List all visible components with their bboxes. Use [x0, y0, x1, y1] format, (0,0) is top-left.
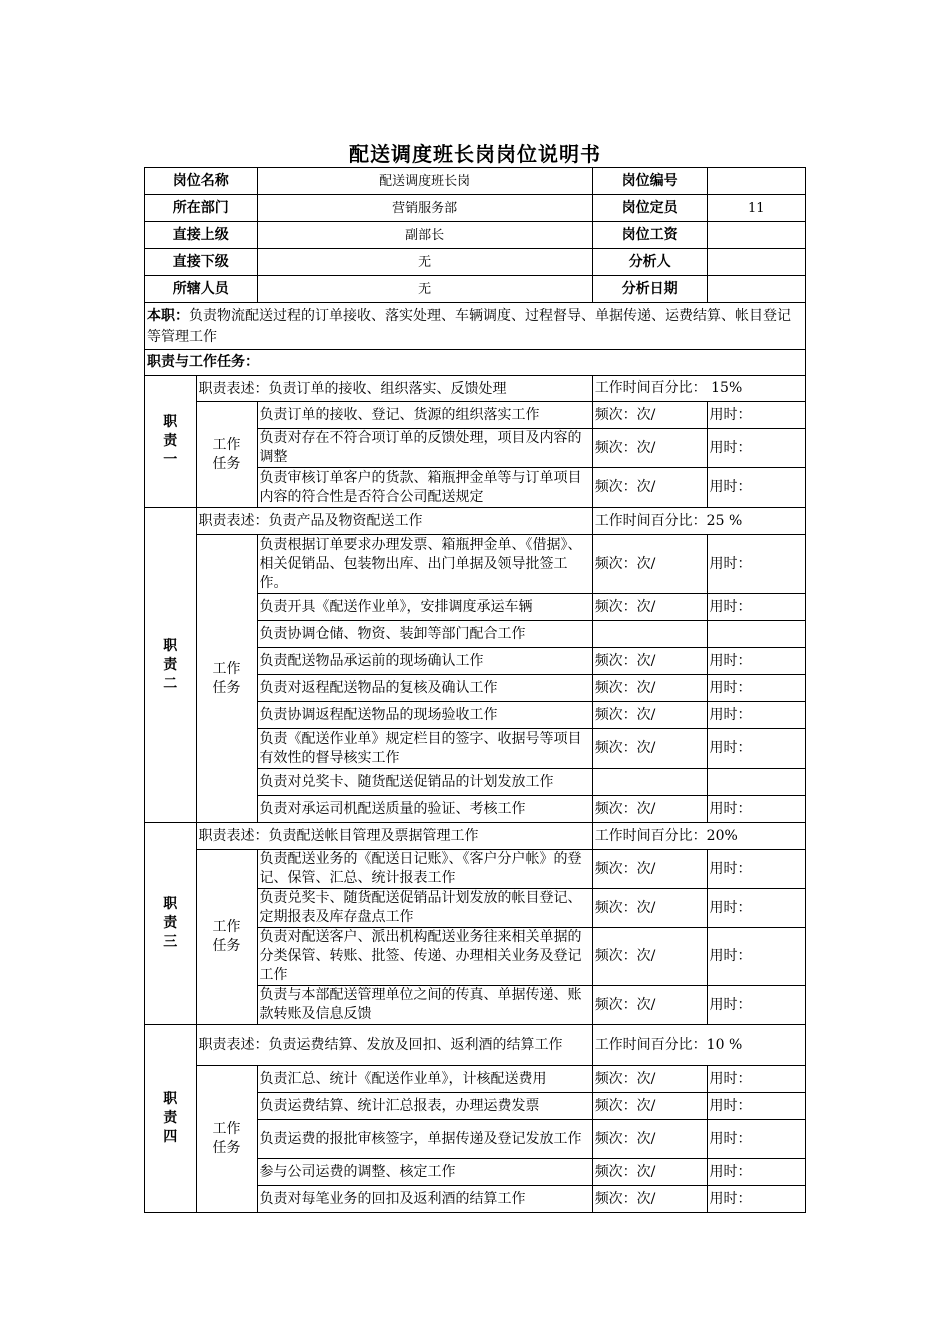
field-label: 分析日期 [592, 276, 707, 303]
task-time: 用时： [707, 402, 805, 429]
field-value: 配送调度班长岗 [257, 168, 592, 195]
duty-statement-row [145, 376, 806, 402]
header-row [145, 168, 806, 195]
task-label-line: 工作 [212, 660, 241, 677]
task-text: 负责对兑奖卡、随货配送促销品的计划发放工作 [257, 769, 592, 796]
task-row [145, 850, 806, 889]
duty-name-char: 责 [163, 656, 178, 673]
field-value: 无 [257, 249, 592, 276]
job-description-table [144, 167, 806, 1213]
task-text: 负责对存在不符合项订单的反馈处理，项目及内容的调整 [257, 429, 592, 468]
task-time: 用时： [707, 986, 805, 1025]
duty-statement-row [145, 823, 806, 850]
task-time: 用时： [707, 928, 805, 986]
task-row [145, 535, 806, 594]
field-label: 直接下级 [145, 249, 258, 276]
task-frequency [592, 621, 707, 648]
task-frequency: 频次：次/ [592, 850, 707, 889]
task-time: 用时： [707, 648, 805, 675]
task-text: 负责运费结算、统计汇总报表，办理运费发票 [257, 1093, 592, 1120]
duty-name [145, 1025, 197, 1213]
time-percent: 工作时间百分比：10 % [592, 1025, 805, 1066]
task-frequency: 频次：次/ [592, 729, 707, 769]
duty-statement: 职责表述：负责订单的接收、组织落实、反馈处理 [196, 376, 592, 402]
task-frequency: 频次：次/ [592, 1120, 707, 1159]
field-label: 直接上级 [145, 222, 258, 249]
duty-name-char: 三 [163, 934, 178, 950]
task-time: 用时： [707, 796, 805, 823]
task-frequency: 频次：次/ [592, 594, 707, 621]
task-text: 负责《配送作业单》规定栏目的签字、收据号等项目有效性的督导核实工作 [257, 729, 592, 769]
task-frequency: 频次：次/ [592, 702, 707, 729]
task-text: 参与公司运费的调整、核定工作 [257, 1159, 592, 1186]
field-value [707, 276, 805, 303]
task-time: 用时： [707, 468, 805, 508]
task-text: 负责兑奖卡、随货配送促销品计划发放的帐目登记、定期报表及库存盘点工作 [257, 889, 592, 928]
field-value [707, 168, 805, 195]
duty-statement: 职责表述：负责产品及物资配送工作 [196, 508, 592, 535]
header-row [145, 222, 806, 249]
task-time: 用时： [707, 675, 805, 702]
task-label-line: 工作 [212, 919, 241, 935]
task-text: 负责根据订单要求办理发票、箱瓶押金单、《借据》、相关促销品、包装物出库、出门单据及领导批签工作。 [257, 535, 592, 594]
task-frequency: 频次：次/ [592, 535, 707, 594]
mission-label: 本职： [147, 308, 189, 324]
task-frequency: 频次：次/ [592, 1159, 707, 1186]
duty-name-char: 责 [163, 1110, 178, 1126]
field-label: 岗位名称 [145, 168, 258, 195]
header-row [145, 276, 806, 303]
task-text: 负责对返程配送物品的复核及确认工作 [257, 675, 592, 702]
task-frequency: 频次：次/ [592, 402, 707, 429]
task-label-line: 工作 [212, 436, 241, 453]
duty-statement: 职责表述：负责配送帐目管理及票据管理工作 [196, 823, 592, 850]
mission-cell [145, 303, 806, 350]
duty-name [145, 823, 197, 1025]
task-label [196, 535, 257, 823]
task-frequency: 频次：次/ [592, 675, 707, 702]
task-time: 用时： [707, 1186, 805, 1213]
task-label-line: 工作 [212, 1121, 241, 1137]
task-time: 用时： [707, 429, 805, 468]
field-value [707, 222, 805, 249]
task-time: 用时： [707, 850, 805, 889]
time-percent: 工作时间百分比：25 % [592, 508, 805, 535]
task-time: 用时： [707, 594, 805, 621]
task-time: 用时： [707, 1066, 805, 1093]
field-label: 岗位工资 [592, 222, 707, 249]
field-label: 岗位编号 [592, 168, 707, 195]
task-label [196, 850, 257, 1025]
duty-name-char: 四 [163, 1129, 178, 1145]
duty-statement-row [145, 1025, 806, 1066]
task-text: 负责协调返程配送物品的现场验收工作 [257, 702, 592, 729]
task-row [145, 402, 806, 429]
task-label-line: 任务 [212, 455, 241, 472]
task-time [707, 621, 805, 648]
duty-name-char: 职 [163, 637, 178, 654]
task-text: 负责配送物品承运前的现场确认工作 [257, 648, 592, 675]
duty-name [145, 376, 197, 508]
header-row [145, 249, 806, 276]
task-text: 负责对每笔业务的回扣及返利酒的结算工作 [257, 1186, 592, 1213]
header-row [145, 195, 806, 222]
task-time: 用时： [707, 1159, 805, 1186]
field-value [707, 249, 805, 276]
field-label: 分析人 [592, 249, 707, 276]
duty-name-char: 职 [163, 1091, 178, 1107]
task-frequency: 频次：次/ [592, 928, 707, 986]
task-text: 负责审核订单客户的货款、箱瓶押金单等与订单项目内容的符合性是否符合公司配送规定 [257, 468, 592, 508]
task-text: 负责对承运司机配送质量的验证、考核工作 [257, 796, 592, 823]
task-time: 用时： [707, 702, 805, 729]
task-text: 负责与本部配送管理单位之间的传真、单据传递、账款转账及信息反馈 [257, 986, 592, 1025]
tasks-section-label: 职责与工作任务： [145, 350, 806, 376]
task-frequency: 频次：次/ [592, 796, 707, 823]
task-label [196, 1066, 257, 1213]
field-value: 11 [707, 195, 805, 222]
task-frequency: 频次：次/ [592, 429, 707, 468]
duty-name [145, 508, 197, 823]
task-text: 负责汇总、统计《配送作业单》，计核配送费用 [257, 1066, 592, 1093]
task-frequency: 频次：次/ [592, 1066, 707, 1093]
task-frequency: 频次：次/ [592, 648, 707, 675]
task-label-line: 任务 [212, 1140, 241, 1156]
task-label [196, 402, 257, 508]
task-text: 负责订单的接收、登记、货源的组织落实工作 [257, 402, 592, 429]
task-frequency: 频次：次/ [592, 468, 707, 508]
task-text: 负责对配送客户、派出机构配送业务往来相关单据的分类保管、转账、批签、传递、办理相关业务及登记工作 [257, 928, 592, 986]
task-label-line: 任务 [212, 679, 241, 696]
field-label: 岗位定员 [592, 195, 707, 222]
task-row [145, 1066, 806, 1093]
task-text: 负责开具《配送作业单》，安排调度承运车辆 [257, 594, 592, 621]
task-time: 用时： [707, 1093, 805, 1120]
task-frequency: 频次：次/ [592, 1093, 707, 1120]
field-value: 营销服务部 [257, 195, 592, 222]
task-label-line: 任务 [212, 938, 241, 954]
duty-name-char: 一 [163, 452, 178, 468]
duty-name-char: 责 [163, 915, 178, 931]
duty-statement-row [145, 508, 806, 535]
task-frequency: 频次：次/ [592, 889, 707, 928]
duty-name-char: 二 [163, 675, 178, 692]
duty-name-char: 职 [163, 414, 178, 430]
field-label: 所在部门 [145, 195, 258, 222]
field-value: 无 [257, 276, 592, 303]
field-label: 所辖人员 [145, 276, 258, 303]
duty-statement: 职责表述：负责运费结算、发放及回扣、返利酒的结算工作 [196, 1025, 592, 1066]
task-time: 用时： [707, 729, 805, 769]
task-time: 用时： [707, 1120, 805, 1159]
task-frequency: 频次：次/ [592, 986, 707, 1025]
task-text: 负责运费的报批审核签字，单据传递及登记发放工作 [257, 1120, 592, 1159]
task-frequency: 频次：次/ [592, 1186, 707, 1213]
duty-name-char: 责 [163, 433, 178, 449]
mission-text: 负责物流配送过程的订单接收、落实处理、车辆调度、过程督导、单据传递、运费结算、帐目登记等管理工作 [147, 308, 791, 345]
task-frequency [592, 769, 707, 796]
duty-name-char: 职 [163, 896, 178, 912]
task-time: 用时： [707, 889, 805, 928]
task-time: 用时： [707, 535, 805, 594]
document-title: 配送调度班长岗岗位说明书 [349, 142, 601, 166]
field-value: 副部长 [257, 222, 592, 249]
time-percent: 工作时间百分比：20% [592, 823, 805, 850]
task-text: 负责协调仓储、物资、装卸等部门配合工作 [257, 621, 592, 648]
task-text: 负责配送业务的《配送日记账》、《客户分户帐》的登记、保管、汇总、统计报表工作 [257, 850, 592, 889]
time-percent: 工作时间百分比： 15% [592, 376, 805, 402]
task-time [707, 769, 805, 796]
